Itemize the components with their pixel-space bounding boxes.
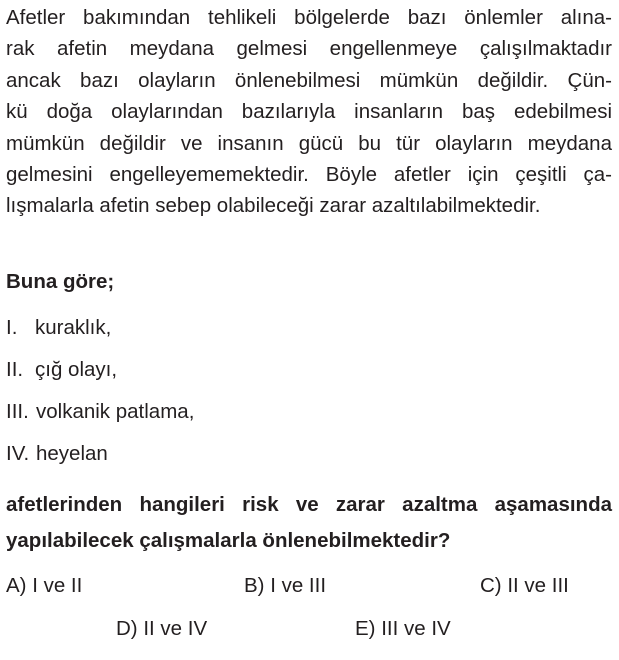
question-stem [6, 487, 612, 559]
item-text: volkanik patlama, [36, 400, 195, 423]
item-list [6, 313, 194, 481]
passage-line: ancak bazı olayların önlenebilmesi mümkün değildir. Çün- [6, 68, 612, 92]
passage-line: rak afetin meydana gelmesi engellenmeye çalışılmaktadır [6, 37, 612, 61]
list-item [6, 439, 194, 481]
item-numeral: I. [6, 316, 18, 339]
option-c[interactable]: C) II ve III [480, 574, 569, 597]
passage-line: gelmesini engelleyememektedir. Böyle afetler için çeşitli ça- [6, 163, 612, 187]
list-item [6, 313, 194, 355]
option-e[interactable]: E) III ve IV [355, 617, 451, 640]
option-b[interactable]: B) I ve III [244, 574, 327, 597]
passage-line: mümkün değildir ve insanın gücü bu tür olayların meydana [6, 131, 612, 155]
passage [6, 2, 612, 222]
item-text: heyelan [36, 442, 108, 465]
question-line: afetlerinden hangileri risk ve zarar azaltma aşamasında [6, 493, 612, 516]
passage-line: kü doğa olaylarından bazılarıyla insanların baş edebilmesi [6, 100, 612, 124]
option-d[interactable]: D) II ve IV [116, 617, 208, 640]
list-item [6, 397, 194, 439]
item-text: kuraklık, [35, 316, 112, 339]
item-text: çığ olayı, [35, 358, 118, 381]
passage-line: lışmalarla afetin sebep olabileceği zarar azaltılabilmektedir. [6, 194, 541, 218]
list-item [6, 355, 194, 397]
option-a[interactable]: A) I ve II [6, 574, 83, 597]
item-numeral: IV. [6, 442, 30, 465]
item-numeral: III. [6, 400, 29, 423]
lead-in: Buna göre; [6, 270, 115, 293]
passage-line: Afetler bakımından tehlikeli bölgelerde bazı önlemler alına- [6, 6, 612, 29]
item-numeral: II. [6, 358, 24, 381]
question-line: yapılabilecek çalışmalarla önlenebilmektedir? [6, 529, 451, 552]
